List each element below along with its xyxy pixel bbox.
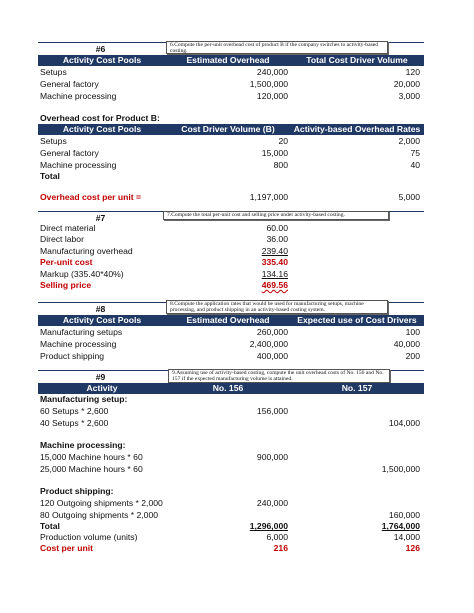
- header-expected-use: Expected use of Cost Drivers per activity: [297, 315, 417, 336]
- header-estimated-overhead: Estimated Overhead: [186, 315, 270, 325]
- table-row: 40 Setups * 2,600 104,000: [40, 418, 420, 428]
- table-row: Manufacturing overhead 239.40: [40, 246, 288, 256]
- header-activity-cost-pools: Activity Cost Pools: [62, 55, 142, 65]
- section-9-total-row: Total 1,296,000 1,764,000: [40, 521, 420, 531]
- table-row: General factory 1,500,000 20,000: [40, 79, 420, 89]
- table-row: Machine processing 800 40: [40, 160, 420, 170]
- table-row: Manufacturing setups 260,000 100: [40, 327, 420, 337]
- section-9-tag: #9: [95, 372, 106, 382]
- header-total-cost-driver-volume: Total Cost Driver Volume: [306, 55, 408, 65]
- header-cost-driver-volume-b: Cost Driver Volume (B): [181, 124, 275, 134]
- section-9-note: 9.Assuming use of activity-based costing, compute the unit overhead costs of No. 156 and No. 157 if the expected manufacturing volume is attained.: [168, 369, 390, 383]
- header-activity-cost-pools: Activity Cost Pools: [62, 124, 142, 134]
- section-6-note: 6.Compute the per-unit overhead cost of product B if the company switches to activity-based costing.: [166, 41, 388, 54]
- table-row: 120 Outgoing shipments * 2,000 240,000: [40, 498, 288, 508]
- overhead-b-title: Overhead cost for Product B:: [40, 113, 160, 123]
- section-6-table-header: [38, 55, 424, 66]
- table-row: Markup (335.40*40%) 134.16: [40, 269, 288, 279]
- header-estimated-overhead: Estimated Overhead: [186, 55, 270, 65]
- overhead-per-unit-value: 5,000: [398, 192, 420, 202]
- total-row: Total: [40, 171, 60, 181]
- table-row: Direct material 60.00: [40, 223, 288, 233]
- table-row: Direct labor 36.00: [40, 234, 288, 244]
- table-row: Machine processing 2,400,000 40,000: [40, 339, 420, 349]
- table-row: 25,000 Machine hours * 60 1,500,000: [40, 464, 420, 474]
- header-no-156: No. 156: [212, 383, 244, 393]
- table-row: Product shipping 400,000 200: [40, 351, 420, 361]
- header-activity: Activity: [86, 383, 118, 393]
- section-8-tag: #8: [95, 304, 106, 314]
- selling-price-row: Selling price 469.56: [40, 280, 288, 290]
- section-9-table-header: [38, 383, 424, 394]
- setup-title: Manufacturing setup:: [40, 394, 128, 404]
- section-7-tag: #7: [95, 213, 106, 223]
- overhead-b-table-header: [38, 124, 424, 135]
- per-unit-cost-row: Per-unit cost 335.40: [40, 257, 288, 267]
- header-activity-based-rates: Activity-based Overhead Rates: [293, 124, 421, 134]
- overhead-per-unit-total: 1,197,000: [249, 192, 288, 202]
- shipping-title: Product shipping:: [40, 486, 114, 496]
- cost-per-unit-row: Cost per unit 216 126: [40, 543, 420, 553]
- table-row: Setups 240,000 120: [40, 67, 420, 77]
- section-6-tag: #6: [95, 44, 106, 54]
- overhead-per-unit-row: [38, 192, 424, 203]
- table-row: General factory 15,000 75: [40, 148, 420, 158]
- production-volume-row: Production volume (units) 6,000 14,000: [40, 532, 420, 542]
- table-row: 80 Outgoing shipments * 2,000 160,000: [40, 510, 420, 520]
- section-8-note: 8.Compute the application rates that would be used for manufacturing setups, machine processing, and product shipping in an activity-based costing system.: [166, 300, 388, 314]
- section-7-note: 7.Compute the total per-unit cost and selling price under activity-based costing.: [163, 211, 389, 220]
- table-row: 15,000 Machine hours * 60 900,000: [40, 452, 288, 462]
- table-row: Machine processing 120,000 3,000: [40, 91, 420, 101]
- overhead-per-unit-label: Overhead cost per unit =: [40, 192, 142, 202]
- machine-title: Machine processing:: [40, 440, 126, 450]
- table-row: Setups 20 2,000: [40, 136, 420, 146]
- header-no-157: No. 157: [341, 383, 373, 393]
- table-row: 60 Setups * 2,600 156,000: [40, 406, 288, 416]
- header-activity-cost-pools: Activity Cost Pools: [62, 315, 142, 325]
